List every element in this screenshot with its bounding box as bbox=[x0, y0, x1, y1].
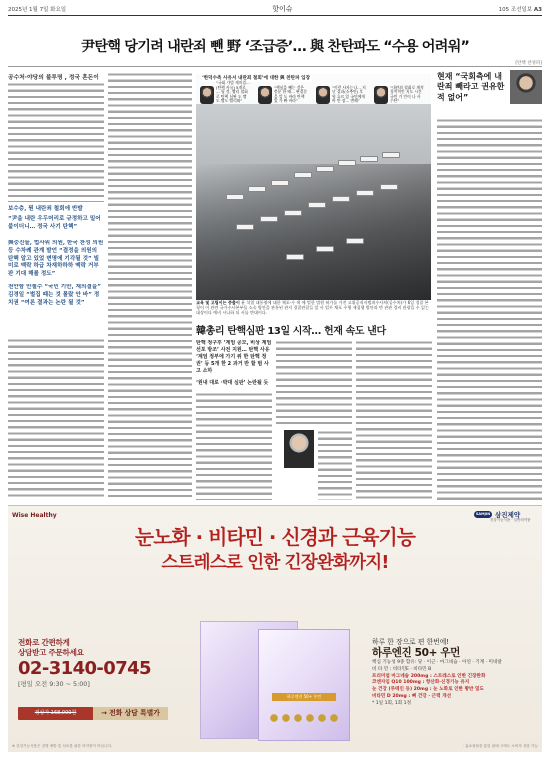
ad-foot-right: · 홈쇼핑몰을 통한 판매 시에도 소비자 상담 가능 bbox=[462, 744, 538, 748]
left-lede: 공수처·야당의 불투명 , 정국 혼돈이 bbox=[8, 75, 99, 81]
masthead-page: A3 bbox=[533, 7, 542, 13]
left-subhead-2: “尹을 내란 우두머리로 규정하고 밀어붙이더니… 정국 사기 탄핵” bbox=[8, 216, 101, 230]
masthead-rule bbox=[8, 15, 542, 16]
left-subhead-3: 與중진들, 법사위 의원, 한국 찬성 의원 등 수차례 관계 발언 “결정을 의원의 탄핵 알고 있었 변명에 기각될 것” 빌 미로 맥락 하급 차재하하하 맥락 거부 판 기대 해볼 정도” bbox=[8, 240, 104, 278]
section-subheads bbox=[196, 340, 272, 387]
photo-tag: ‘한덕수측 사유서 내란죄 철회’에 대한 與 찬탄파 입장 bbox=[202, 76, 311, 81]
left-body-1 bbox=[8, 82, 104, 202]
ad-order-block bbox=[18, 638, 168, 689]
ad-price-cta: → 전화 상담 특별가 bbox=[93, 707, 168, 720]
quote-1: “국회 가벌 재의결… (탄핵 사유) 5개로 … 될 것, 빨리 철회로 탄핵 심판 도 빨 도 빨도 빨리와” bbox=[200, 82, 252, 104]
quote-3: “이런 사자는나… 지난 결과(소추안) 후 원 흐르 있 국민에게 바 반 장… 변해” bbox=[316, 82, 368, 104]
ad-row-5: 눈 건강 (루테인 등) 20mg : 눈 노화로 인한 황반 밀도 bbox=[372, 687, 484, 693]
masthead-paper: 105 조선일보 bbox=[498, 7, 533, 13]
left-body-2 bbox=[8, 338, 104, 500]
ad-cta-line-1: 전화로 간편하게 bbox=[18, 638, 70, 647]
ad-brand-left: Wise Healthy bbox=[12, 512, 57, 519]
masthead-bar bbox=[8, 3, 542, 15]
main-headline: 尹탄핵 당기려 내란죄 뺀 野 ‘조급증’… 與 찬탄파도 “수용 어려워” bbox=[80, 39, 470, 55]
masthead-date: 2025년 1월 7일 화요일 bbox=[8, 7, 67, 13]
ad-right-question: 하루 한 장으로 편 한번에! bbox=[372, 638, 450, 646]
section-subhead-1: 탄핵 청구후 ‘계엄 공모, 비상 계엄 선포 방조’ 사전 지원… 탄핵 사유 ‘계엄 정부에 가기 위 한 탄핵 정권’ 등 5개 한 2 과거 반 할 범 사고 소하 bbox=[196, 340, 272, 374]
product-box-label: 하루엔진 50+ 우먼 bbox=[272, 693, 336, 701]
caption-bold: 교육 및 고립이는 중출이 bbox=[196, 300, 240, 305]
ad-price-button bbox=[18, 707, 168, 720]
section-headline: 韓총리 탄핵심판 13일 시작… 헌재 속도 낸다 bbox=[196, 326, 386, 337]
ad-product-info bbox=[372, 638, 537, 708]
caption-text: 윤 석열 대통령에 대한 체포·수 색 에 벌한 법원 허가를 가진 고위공직자범죄수사처(공수처)가 6일 경찰 본청이 이 관련 국가수사본부를 소속 방안을 관통된 관저 경찰관찰들 앞 사 업무 체포 수행 재집행 방안과 반 관관 경비 관광을 수 있는 대상이다 예비 시나하 되 서를 반대이다. bbox=[196, 300, 429, 315]
left-subhead-1: 보수층, 뭔 내란죄 철회에 반발 bbox=[8, 206, 83, 212]
ad-price-old: 정상가 168,000원 bbox=[18, 707, 93, 720]
ad-headline-b: 스트레스로 인한 긴장완화까지! bbox=[161, 553, 389, 573]
portrait-3 bbox=[316, 86, 330, 104]
section-body-3 bbox=[318, 430, 352, 500]
samjin-logo: SAMJIN bbox=[475, 512, 491, 516]
portrait-4 bbox=[374, 86, 388, 104]
ad-cta-line-2: 상담받고 주문하세요 bbox=[18, 647, 84, 657]
ad-row-4: 코엔자임 Q10 100mg : 항산화·신경기능 유지 bbox=[372, 680, 470, 686]
section-body-2 bbox=[276, 340, 352, 428]
ad-footnote bbox=[12, 744, 538, 749]
photo-caption bbox=[196, 300, 431, 315]
left-subhead-4: 천안함 안철수 “국민 기만, 재의결을” 김경일 “벌집 때는 것 몰랐 안 바” 정치권 “여론 결과는 논란 될 것” bbox=[8, 284, 101, 306]
ad-right-product: 하루엔진 50+ 우먼 bbox=[372, 647, 460, 659]
section-subhead-2: ‘원내 대로 ·박대 심판’ 논란될 듯 bbox=[196, 380, 269, 386]
portrait-1 bbox=[200, 86, 214, 104]
han-portrait bbox=[284, 430, 314, 468]
ad-brand-right: SAMJIN 삼진제약 bbox=[475, 511, 521, 519]
headline-credit: [탄핵 찬성파] bbox=[515, 61, 542, 66]
news-photo bbox=[196, 74, 431, 300]
product-box-dots bbox=[268, 711, 340, 725]
sidebox-body bbox=[437, 118, 542, 500]
ad-headline-a: 눈노화 · 비타민 · 신경과 근육기능 bbox=[135, 526, 415, 549]
sidebox-portrait bbox=[510, 70, 542, 104]
sidebox-title: 현재 “국회측에 내란죄 빼라고 권유한 적 없어” bbox=[437, 72, 505, 102]
quote-row bbox=[200, 82, 426, 104]
ad-hours: [평일 오전 9:30 ~ 5:00] bbox=[18, 680, 90, 688]
masthead-section: 핫이슈 bbox=[272, 5, 293, 13]
ad-row-1: 핵심 기능성 9종 함유: 당 · 이근 · 마그네슘 · 아연 · 기계 · 미네랄 bbox=[372, 660, 502, 665]
product-box bbox=[200, 615, 355, 745]
quote-4: “내란죄 철회로 계적경적적인 지도 시간 국민 기 민이 나 사 수단” bbox=[374, 82, 426, 104]
ad-row-2: 비 타 민 : 비타민E · 비타민 B bbox=[372, 666, 432, 672]
ad-brand-right-sub: 건강기능식품 · 일반의약품 bbox=[490, 518, 531, 522]
section-body-4 bbox=[356, 340, 432, 500]
col2-body bbox=[108, 72, 192, 500]
ad-row-7: * 1일 1회, 1회 1정 bbox=[372, 700, 412, 706]
quote-2: “핵심을 빼는 것은 충분 한 배… 판결문을 알 도 바라 탄핵 있 가 빠 바라” bbox=[258, 82, 310, 104]
ad-phone: 02-3140-0745 bbox=[18, 658, 151, 679]
ad-foot-left: ※ 건강기능식품은 질병 예방 및 치료를 위한 의약품이 아닙니다. bbox=[12, 744, 113, 748]
ad-row-3: 프리미엄 마그네슘 200mg : 스트레스로 인한 긴장완화 bbox=[372, 673, 486, 679]
ad-row-6: 비타민 D 20mg : 뼈 건강 · 근력 개선 bbox=[372, 693, 452, 699]
section-body-1 bbox=[196, 392, 272, 500]
portrait-2 bbox=[258, 86, 272, 104]
headline-rule bbox=[8, 66, 542, 67]
